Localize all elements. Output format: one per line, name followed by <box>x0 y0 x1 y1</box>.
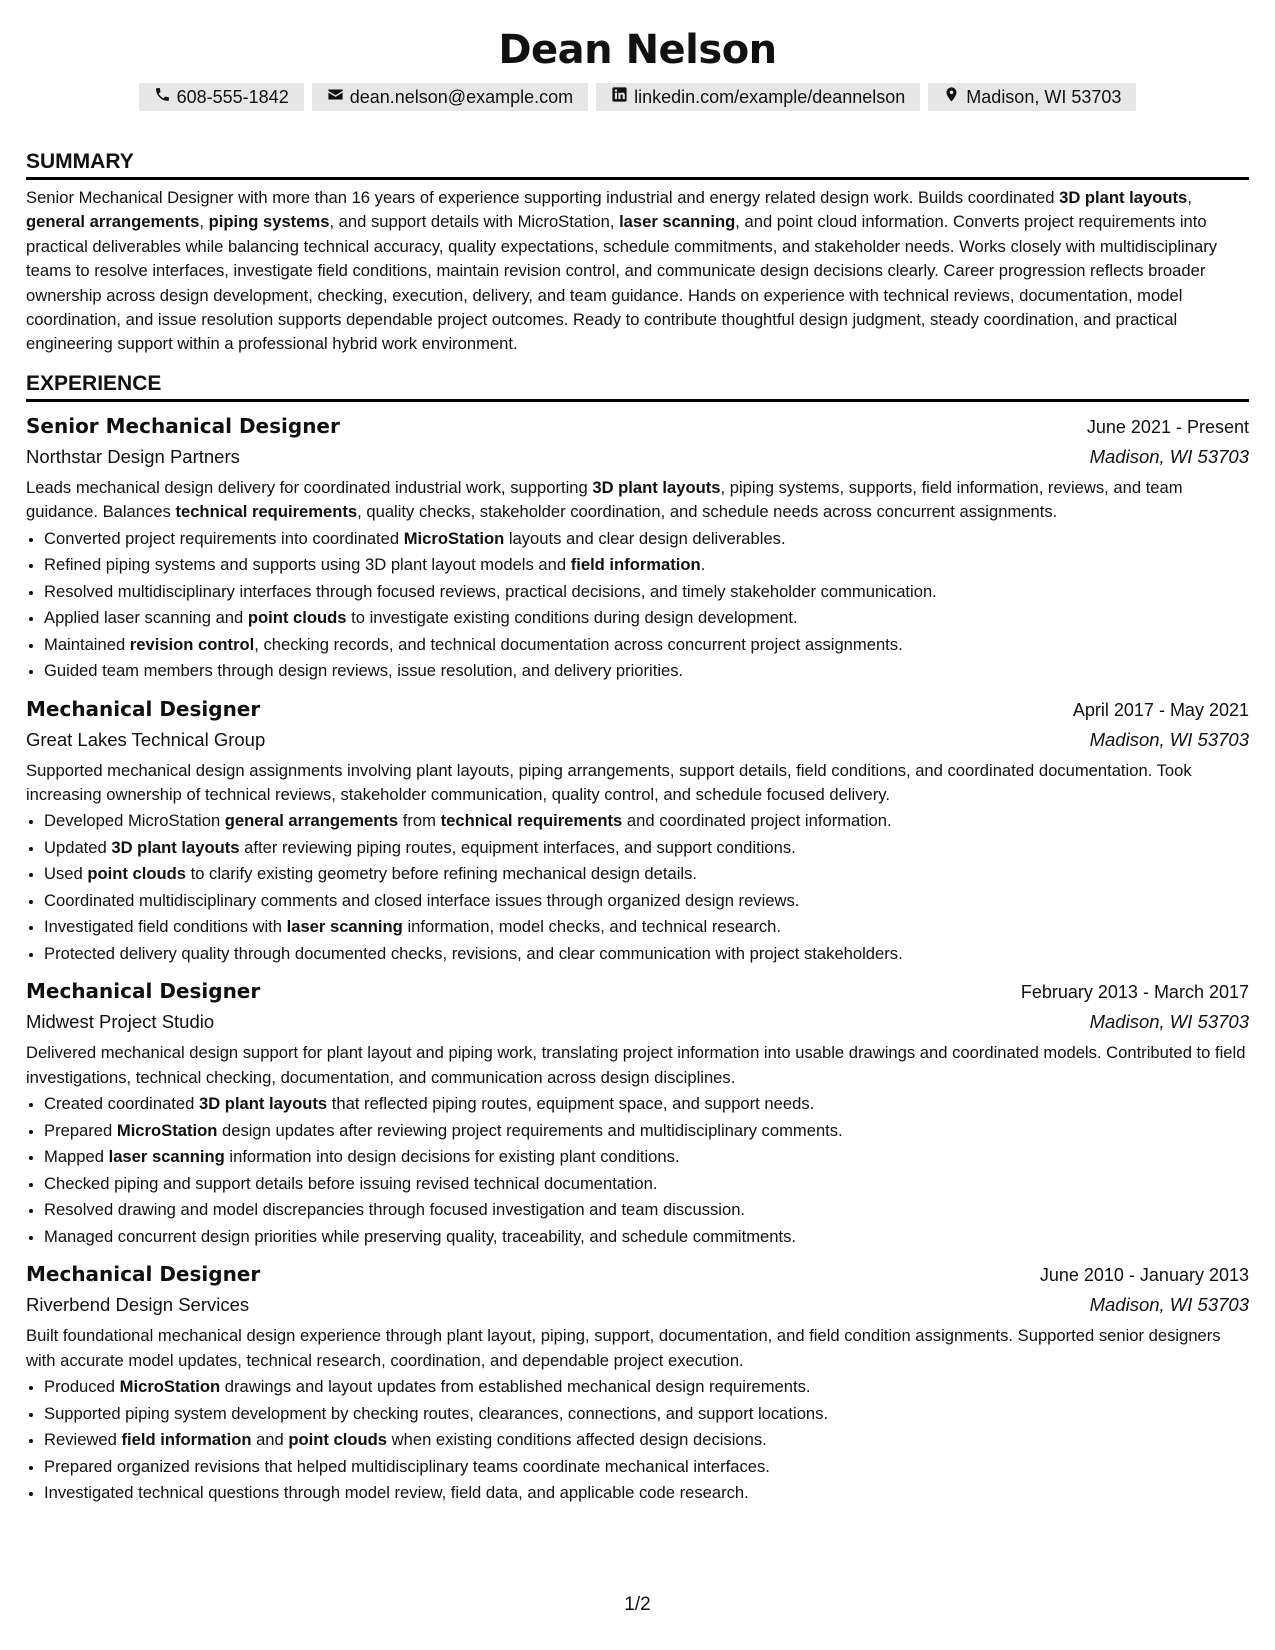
job-header <box>26 410 1249 442</box>
contact-email[interactable] <box>312 83 588 111</box>
job-bullets <box>26 808 1249 967</box>
bullet-item: • Coordinated multidisciplinary comments and closed interface issues through organized design reviews. <box>44 888 1249 915</box>
job-subheader <box>26 1290 1249 1320</box>
contact-location <box>928 83 1136 111</box>
bullet-item: • Prepared MicroStation design updates after reviewing project requirements and multidisciplinary comments. <box>44 1118 1249 1145</box>
contact-linkedin-text: linkedin.com/example/deannelson <box>634 86 906 107</box>
bullet-item: • Prepared organized revisions that helped multidisciplinary teams coordinate mechanical interfaces. <box>44 1454 1249 1481</box>
job-location: Madison, WI 53703 <box>1089 1011 1249 1033</box>
bullet-item: • Produced MicroStation drawings and layout updates from established mechanical design requirements. <box>44 1374 1249 1401</box>
job-bullets <box>26 1374 1249 1507</box>
job-title: Mechanical Designer <box>26 696 261 721</box>
page-number: 1/2 <box>624 1594 651 1615</box>
job-header <box>26 1258 1249 1290</box>
job-entry <box>26 1258 1249 1506</box>
bullet-item: • Applied laser scanning and point clouds to investigate existing conditions during design development. <box>44 605 1249 632</box>
bullet-item: • Refined piping systems and supports using 3D plant layout models and field information. <box>44 552 1249 579</box>
bullet-item: • Protected delivery quality through documented checks, revisions, and clear communication with project stakeholders. <box>44 941 1249 968</box>
bullet-item: • Updated 3D plant layouts after reviewing piping routes, equipment interfaces, and support conditions. <box>44 835 1249 862</box>
bullet-item: • Resolved drawing and model discrepancies through focused investigation and team discussion. <box>44 1197 1249 1224</box>
job-header <box>26 693 1249 725</box>
envelope-icon <box>327 86 344 108</box>
bullet-item: • Converted project requirements into coordinated MicroStation layouts and clear design deliverables. <box>44 526 1249 553</box>
experience-heading: EXPERIENCE <box>26 369 1249 402</box>
job-subheader <box>26 442 1249 472</box>
job-dates: April 2017 - May 2021 <box>1072 699 1249 720</box>
job-dates: February 2013 - March 2017 <box>1020 982 1249 1003</box>
phone-icon <box>154 86 171 108</box>
experience-list <box>26 410 1249 1507</box>
job-bullets <box>26 526 1249 685</box>
job-company: Great Lakes Technical Group <box>26 728 266 750</box>
contact-email-text: dean.nelson@example.com <box>349 86 574 107</box>
bullet-item: • Investigated technical questions through model review, field data, and applicable code research. <box>44 1480 1249 1507</box>
job-location: Madison, WI 53703 <box>1089 1294 1249 1316</box>
bullet-item: • Reviewed field information and point clouds when existing conditions affected design decisions. <box>44 1427 1249 1454</box>
job-header <box>26 975 1249 1007</box>
bullet-item: • Guided team members through design reviews, issue resolution, and delivery priorities. <box>44 658 1249 685</box>
job-description: Supported mechanical design assignments involving plant layouts, piping arrangements, support details, field conditions, and coordinated documentation. Took increasing ownership of technical reviews, stakeholder communication, quality control, and schedule focused delivery. <box>26 760 1192 805</box>
bullet-item: • Resolved multidisciplinary interfaces through focused reviews, practical decisions, and timely stakeholder communication. <box>44 579 1249 606</box>
job-company: Midwest Project Studio <box>26 1011 215 1033</box>
job-bullets <box>26 1091 1249 1250</box>
bullet-item: • Used point clouds to clarify existing geometry before refining mechanical design details. <box>44 861 1249 888</box>
summary-heading: SUMMARY <box>26 147 1249 180</box>
job-location: Madison, WI 53703 <box>1089 728 1249 750</box>
summary-text: Senior Mechanical Designer with more than 16 years of experience supporting industrial and energy related design work. Builds coordinated 3D plant layouts, general arrangements, piping systems, and support details with MicroStation, laser scanning, and point cloud information. Converts project requirements into practical deliverables while balancing technical accuracy, quality expectations, schedule commitments, and stakeholder needs. Works closely with multidisciplinary teams to resolve interfaces, investigate field conditions, maintain revision control, and communicate design decisions clearly. Career progression reflects broader ownership across design development, checking, execution, delivery, and team guidance. Hands on experience with technical reviews, documentation, model coordination, and issue resolution supports dependable project outcomes. Ready to contribute thoughtful design judgment, steady coordination, and practical engineering support within a professional hybrid work environment. <box>26 188 1218 354</box>
job-dates: June 2010 - January 2013 <box>1039 1265 1249 1286</box>
bullet-item: • Mapped laser scanning information into design decisions for existing plant conditions. <box>44 1144 1249 1171</box>
bullet-item: • Supported piping system development by checking routes, clearances, connections, and support locations. <box>44 1401 1249 1428</box>
job-description: Leads mechanical design delivery for coordinated industrial work, supporting 3D plant layouts, piping systems, supports, field information, reviews, and team guidance. Balances technical requirements, quality checks, stakeholder coordination, and schedule needs across concurrent assignments. <box>26 477 1183 522</box>
job-title: Mechanical Designer <box>26 979 261 1004</box>
bullet-item: • Maintained revision control, checking records, and technical documentation across concurrent project assignments. <box>44 632 1249 659</box>
contact-phone-text: 608-555-1842 <box>176 86 289 107</box>
bullet-item: • Managed concurrent design priorities while preserving quality, traceability, and schedule commitments. <box>44 1224 1249 1251</box>
contact-bar <box>26 83 1249 111</box>
bullet-item: • Investigated field conditions with laser scanning information, model checks, and technical research. <box>44 914 1249 941</box>
job-company: Riverbend Design Services <box>26 1294 250 1316</box>
contact-linkedin[interactable] <box>596 83 920 111</box>
bullet-item: • Developed MicroStation general arrangements from technical requirements and coordinated project information. <box>44 808 1249 835</box>
bullet-item: • Created coordinated 3D plant layouts that reflected piping routes, equipment space, and support needs. <box>44 1091 1249 1118</box>
job-location: Madison, WI 53703 <box>1089 445 1249 467</box>
contact-location-text: Madison, WI 53703 <box>966 86 1122 107</box>
job-company: Northstar Design Partners <box>26 445 240 467</box>
job-entry <box>26 975 1249 1250</box>
bullet-item: • Checked piping and support details before issuing revised technical documentation. <box>44 1171 1249 1198</box>
job-subheader <box>26 725 1249 755</box>
job-title: Senior Mechanical Designer <box>26 413 340 438</box>
job-dates: June 2021 - Present <box>1086 416 1249 437</box>
job-subheader <box>26 1007 1249 1037</box>
map-pin-icon <box>943 86 960 108</box>
job-description: Delivered mechanical design support for plant layout and piping work, translating project information into usable drawings and coordinated models. Contributed to field investigations, technical checking, documentation, and communication across design disciplines. <box>26 1043 1246 1087</box>
job-title: Mechanical Designer <box>26 1262 261 1287</box>
job-entry <box>26 410 1249 685</box>
job-entry <box>26 693 1249 968</box>
job-description: Built foundational mechanical design experience through plant layout, piping, support, documentation, and field condition assignments. Supported senior designers with accurate model updates, technical research, coordination, and dependable project execution. <box>26 1326 1221 1370</box>
contact-phone[interactable] <box>139 83 304 111</box>
candidate-name: Dean Nelson <box>498 27 777 73</box>
linkedin-icon <box>611 86 628 108</box>
